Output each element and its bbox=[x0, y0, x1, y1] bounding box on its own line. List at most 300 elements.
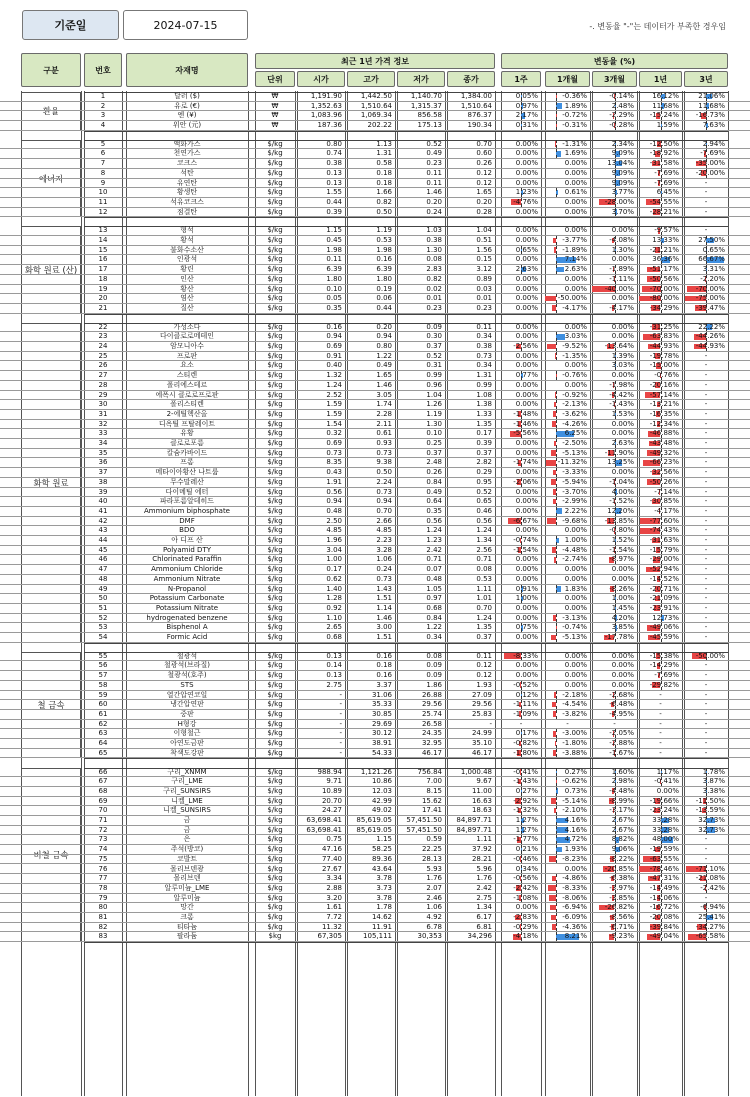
cell-no: 40 bbox=[98, 497, 108, 506]
cell-unit: $/kg bbox=[267, 168, 283, 177]
cell-open: 1.61 bbox=[326, 903, 342, 912]
cell-change-3m bbox=[592, 585, 637, 594]
change-value: 9.06% bbox=[611, 845, 634, 854]
cell-open: 2.52 bbox=[326, 390, 342, 399]
table-row[interactable] bbox=[0, 546, 750, 556]
table-row[interactable] bbox=[0, 179, 750, 189]
table-row[interactable] bbox=[0, 410, 750, 420]
cell-no: 15 bbox=[98, 245, 108, 254]
table-row[interactable] bbox=[0, 681, 750, 691]
table-row[interactable] bbox=[0, 458, 750, 468]
cell-change-3y bbox=[684, 497, 728, 506]
change-value: -31.63% bbox=[649, 536, 679, 545]
cell-change-1w bbox=[501, 111, 541, 120]
change-value: -0.41% bbox=[654, 777, 679, 786]
change-value: -39.47% bbox=[695, 303, 725, 312]
cell-change-1w bbox=[501, 236, 541, 245]
cell-high: 1.46 bbox=[376, 613, 392, 622]
cell-no: 24 bbox=[98, 342, 108, 351]
cell-change-1y bbox=[639, 865, 682, 874]
table-row[interactable] bbox=[0, 439, 750, 449]
cell-unit: $/kg bbox=[267, 439, 283, 448]
change-value: - bbox=[704, 729, 708, 738]
table-row[interactable] bbox=[0, 845, 750, 855]
cell-open: 2.65 bbox=[326, 623, 342, 632]
change-value: -1.48% bbox=[513, 409, 538, 418]
cell-change-1m bbox=[545, 458, 590, 467]
change-value: 0.73% bbox=[564, 786, 587, 795]
table-row[interactable] bbox=[0, 449, 750, 459]
change-value: -65.58% bbox=[695, 932, 725, 941]
cell-change-1m bbox=[545, 623, 590, 632]
cell-close: 0.12 bbox=[476, 671, 492, 680]
table-row[interactable] bbox=[0, 304, 750, 314]
cell-unit: $/kg bbox=[267, 777, 283, 786]
cell-high: 0.24 bbox=[376, 565, 392, 574]
cell-change-1y bbox=[639, 400, 682, 409]
change-value: 0.00% bbox=[564, 178, 587, 187]
cell-open: - bbox=[339, 709, 342, 718]
cell-change-3y bbox=[684, 342, 728, 351]
cell-change-3y bbox=[684, 932, 728, 941]
cell-change-3y bbox=[684, 458, 728, 467]
cell-open: 0.94 bbox=[326, 332, 342, 341]
cell-unit: $/kg bbox=[267, 197, 283, 206]
change-value: 0.00% bbox=[611, 255, 634, 264]
table-row[interactable] bbox=[0, 652, 750, 662]
change-value: -8.97% bbox=[609, 555, 634, 564]
cell-low: 32.95 bbox=[421, 739, 442, 748]
table-row[interactable] bbox=[0, 768, 750, 778]
change-value: -4.48% bbox=[562, 545, 587, 554]
cell-high: 0.50 bbox=[376, 207, 392, 216]
table-row[interactable] bbox=[0, 777, 750, 787]
table-row[interactable] bbox=[0, 400, 750, 410]
table-row[interactable] bbox=[0, 749, 750, 759]
cell-open: - bbox=[339, 700, 342, 709]
cell-change-1m bbox=[545, 149, 590, 158]
table-row[interactable] bbox=[0, 275, 750, 285]
cell-high: 0.80 bbox=[376, 342, 392, 351]
change-value: 0.00% bbox=[564, 671, 587, 680]
change-value: -11.32% bbox=[557, 458, 587, 467]
cell-change-1w bbox=[501, 400, 541, 409]
cell-low: 1.06 bbox=[426, 903, 442, 912]
cell-name: 착색도강판 bbox=[170, 748, 204, 757]
cell-close: 16.63 bbox=[471, 796, 492, 805]
table-row[interactable] bbox=[0, 352, 750, 362]
cell-name: Potassium Nitrate bbox=[155, 603, 219, 612]
cell-open: 1.28 bbox=[326, 594, 342, 603]
change-value: 27.50% bbox=[698, 236, 725, 245]
table-row[interactable] bbox=[0, 140, 750, 150]
table-row[interactable] bbox=[0, 102, 750, 112]
cell-change-1w bbox=[501, 188, 541, 197]
cell-low: 0.23 bbox=[426, 303, 442, 312]
change-value: 2.22% bbox=[564, 506, 587, 515]
table-row[interactable] bbox=[0, 816, 750, 826]
cell-name: 몰리브덴 bbox=[173, 874, 201, 883]
change-value: -15.38% bbox=[649, 651, 679, 660]
cell-unit: $/kg bbox=[267, 651, 283, 660]
change-value: -49.04% bbox=[649, 932, 679, 941]
cell-change-3m bbox=[592, 768, 637, 777]
change-value: -43.48% bbox=[649, 439, 679, 448]
change-value: - bbox=[704, 458, 708, 467]
table-row[interactable] bbox=[0, 826, 750, 836]
table-row[interactable] bbox=[0, 739, 750, 749]
cell-change-1w bbox=[501, 865, 541, 874]
cell-no: 11 bbox=[98, 197, 108, 206]
table-row[interactable] bbox=[0, 236, 750, 246]
table-row[interactable] bbox=[0, 361, 750, 371]
table-row[interactable] bbox=[0, 226, 750, 236]
cell-change-1w bbox=[501, 923, 541, 932]
change-value: -9.57% bbox=[654, 226, 679, 235]
table-row[interactable] bbox=[0, 913, 750, 923]
table-row[interactable] bbox=[0, 806, 750, 816]
base-date-value[interactable]: 2024-07-15 bbox=[123, 10, 248, 40]
table-row[interactable] bbox=[0, 555, 750, 565]
cell-high: 1.78 bbox=[376, 903, 392, 912]
change-value: 0.00% bbox=[515, 661, 538, 670]
cell-close: 0.52 bbox=[476, 487, 492, 496]
change-value: -1.43% bbox=[609, 400, 634, 409]
cell-change-3y bbox=[684, 710, 728, 719]
cell-change-3y bbox=[684, 594, 728, 603]
cell-change-1y bbox=[639, 565, 682, 574]
change-value: 0.00% bbox=[515, 361, 538, 370]
table-row[interactable] bbox=[0, 720, 750, 730]
cell-change-1w bbox=[501, 575, 541, 584]
change-value: 0.00% bbox=[515, 274, 538, 283]
table-row[interactable] bbox=[0, 391, 750, 401]
cell-open: 0.13 bbox=[326, 178, 342, 187]
cell-open: 0.44 bbox=[326, 197, 342, 206]
table-row[interactable] bbox=[0, 633, 750, 643]
cell-no: 43 bbox=[98, 526, 108, 535]
cell-open: 0.74 bbox=[326, 149, 342, 158]
cell-change-3y bbox=[684, 332, 728, 341]
table-row[interactable] bbox=[0, 468, 750, 478]
cell-change-1y bbox=[639, 478, 682, 487]
cell-change-3y bbox=[684, 671, 728, 680]
cell-high: 3.00 bbox=[376, 623, 392, 632]
cell-change-3m bbox=[592, 488, 637, 497]
cell-change-1m bbox=[545, 923, 590, 932]
cell-name: Ammonium Nitrate bbox=[153, 574, 221, 583]
cell-change-3m bbox=[592, 633, 637, 642]
cell-change-1y bbox=[639, 720, 682, 729]
cell-name: 구리_SUNSIRS bbox=[163, 786, 211, 795]
table-row[interactable] bbox=[0, 661, 750, 671]
change-value: -52.94% bbox=[649, 565, 679, 574]
cell-low: 0.31 bbox=[426, 361, 442, 370]
cell-open: 63,698.41 bbox=[306, 816, 342, 824]
change-value: -11.50% bbox=[695, 796, 725, 805]
cell-close: 2.56 bbox=[476, 545, 492, 554]
cell-change-3m bbox=[592, 865, 637, 874]
cell-change-1w bbox=[501, 913, 541, 922]
table-row[interactable] bbox=[0, 594, 750, 604]
cell-change-3m bbox=[592, 121, 637, 130]
table-row[interactable] bbox=[0, 691, 750, 701]
cell-change-1w bbox=[501, 835, 541, 844]
table-row[interactable] bbox=[0, 932, 750, 942]
table-row[interactable] bbox=[0, 700, 750, 710]
zero-axis bbox=[556, 371, 557, 380]
change-value: - bbox=[704, 845, 708, 854]
change-value: - bbox=[704, 893, 708, 902]
change-value: -4.18% bbox=[513, 932, 538, 941]
cell-change-3m bbox=[592, 92, 637, 101]
cell-unit: $/kg bbox=[267, 448, 283, 457]
cell-change-1w bbox=[501, 874, 541, 883]
cell-change-3y bbox=[684, 149, 728, 158]
cell-close: 0.38 bbox=[476, 342, 492, 351]
zero-axis bbox=[556, 400, 557, 409]
change-value: - bbox=[519, 719, 523, 728]
cell-change-1y bbox=[639, 835, 682, 844]
cell-low: 756.84 bbox=[417, 767, 442, 776]
change-value: -78.46% bbox=[649, 864, 679, 873]
table-row[interactable] bbox=[0, 488, 750, 498]
table-row[interactable] bbox=[0, 894, 750, 904]
cell-high: 0.61 bbox=[376, 429, 392, 438]
cell-change-3m bbox=[592, 661, 637, 670]
zero-axis bbox=[556, 585, 557, 594]
change-value: -8.06% bbox=[562, 893, 587, 902]
cell-change-3y bbox=[684, 787, 728, 796]
table-row[interactable] bbox=[0, 671, 750, 681]
table-row[interactable] bbox=[0, 149, 750, 159]
header-close: 종가 bbox=[447, 71, 495, 87]
change-value: -8.26% bbox=[609, 584, 634, 593]
table-row[interactable] bbox=[0, 188, 750, 198]
table-row[interactable] bbox=[0, 575, 750, 585]
table-row[interactable] bbox=[0, 169, 750, 179]
zero-axis bbox=[556, 797, 557, 806]
table-header bbox=[0, 53, 750, 89]
table-row[interactable] bbox=[0, 855, 750, 865]
table-row[interactable] bbox=[0, 478, 750, 488]
table-row[interactable] bbox=[0, 536, 750, 546]
cell-change-3m bbox=[592, 777, 637, 786]
table-row[interactable] bbox=[0, 835, 750, 845]
header-3y: 3년 bbox=[684, 71, 728, 87]
zero-axis bbox=[556, 884, 557, 893]
cell-change-1w bbox=[501, 226, 541, 235]
change-value: -1.11% bbox=[513, 700, 538, 709]
table-row[interactable] bbox=[0, 371, 750, 381]
cell-open: 0.94 bbox=[326, 497, 342, 506]
table-row[interactable] bbox=[0, 497, 750, 507]
cell-name: 망간 bbox=[180, 903, 194, 912]
table-row[interactable] bbox=[0, 604, 750, 614]
table-row[interactable] bbox=[0, 323, 750, 333]
zero-axis bbox=[556, 149, 557, 158]
cell-change-3y bbox=[684, 111, 728, 120]
cell-change-1w bbox=[501, 169, 541, 178]
zero-axis bbox=[556, 835, 557, 844]
cell-open: 0.16 bbox=[326, 322, 342, 331]
table-row[interactable] bbox=[0, 420, 750, 430]
cell-high: 29.69 bbox=[371, 719, 392, 728]
cell-change-1w bbox=[501, 121, 541, 130]
cell-change-1m bbox=[545, 565, 590, 574]
table-row[interactable] bbox=[0, 710, 750, 720]
cell-change-3m bbox=[592, 932, 637, 941]
cell-low: 0.08 bbox=[426, 255, 442, 264]
section-6 bbox=[0, 768, 750, 943]
cell-name: Potassium Carbonate bbox=[149, 594, 225, 603]
cell-change-1w bbox=[501, 361, 541, 370]
table-row[interactable] bbox=[0, 265, 750, 275]
cell-change-3y bbox=[684, 255, 728, 264]
cell-change-3m bbox=[592, 536, 637, 545]
cell-change-3y bbox=[684, 198, 728, 207]
table-row[interactable] bbox=[0, 787, 750, 797]
cell-low: 175.13 bbox=[417, 121, 442, 130]
change-value: -70.00% bbox=[649, 284, 679, 293]
change-value: 0.00% bbox=[515, 565, 538, 574]
cell-change-1m bbox=[545, 700, 590, 709]
cell-name: 은 bbox=[183, 835, 191, 844]
table-row[interactable] bbox=[0, 923, 750, 933]
table-row[interactable] bbox=[0, 865, 750, 875]
table-row[interactable] bbox=[0, 381, 750, 391]
cell-no: 17 bbox=[98, 265, 108, 274]
cell-no: 77 bbox=[98, 874, 108, 883]
table-row[interactable] bbox=[0, 623, 750, 633]
zero-axis bbox=[556, 391, 557, 400]
change-value: 13.25% bbox=[607, 458, 634, 467]
cell-change-3y bbox=[684, 429, 728, 438]
change-value: 3.03% bbox=[564, 332, 587, 341]
cell-change-1y bbox=[639, 874, 682, 883]
cell-no: 4 bbox=[100, 121, 106, 130]
table-row[interactable] bbox=[0, 729, 750, 739]
cell-open: - bbox=[339, 748, 342, 757]
cell-high: 3.78 bbox=[376, 893, 392, 902]
cell-change-1m bbox=[545, 246, 590, 255]
change-value: -57.14% bbox=[649, 390, 679, 399]
change-value: 0.12% bbox=[515, 690, 538, 699]
table-row[interactable] bbox=[0, 507, 750, 517]
cell-change-3m bbox=[592, 400, 637, 409]
table-row[interactable] bbox=[0, 208, 750, 218]
table-row[interactable] bbox=[0, 797, 750, 807]
table-row[interactable] bbox=[0, 121, 750, 131]
table-row[interactable] bbox=[0, 565, 750, 575]
change-value: 0.00% bbox=[515, 207, 538, 216]
table-row[interactable] bbox=[0, 884, 750, 894]
cell-change-3m bbox=[592, 285, 637, 294]
cell-change-1w bbox=[501, 932, 541, 941]
change-value: 0.00% bbox=[611, 332, 634, 341]
table-row[interactable] bbox=[0, 111, 750, 121]
cell-change-1m bbox=[545, 140, 590, 149]
change-value: -35.00% bbox=[695, 159, 725, 168]
cell-unit: $/kg bbox=[267, 361, 283, 370]
change-value: -50.00% bbox=[557, 294, 587, 303]
table-row[interactable] bbox=[0, 332, 750, 342]
zero-axis bbox=[556, 845, 557, 854]
change-value: -20.85% bbox=[604, 864, 634, 873]
change-value: -0.41% bbox=[513, 767, 538, 776]
cell-high: 58.25 bbox=[371, 845, 392, 854]
change-value: 0.00% bbox=[611, 294, 634, 303]
cell-no: 53 bbox=[98, 623, 108, 632]
cell-no: 79 bbox=[98, 893, 108, 902]
cell-change-1m bbox=[545, 342, 590, 351]
cell-name: 불화수소산 bbox=[170, 245, 204, 254]
table-row[interactable] bbox=[0, 517, 750, 527]
table-row[interactable] bbox=[0, 159, 750, 169]
cell-change-1m bbox=[545, 633, 590, 642]
table-row[interactable] bbox=[0, 429, 750, 439]
change-value: -50.26% bbox=[649, 477, 679, 486]
table-row[interactable] bbox=[0, 585, 750, 595]
zero-axis bbox=[556, 236, 557, 245]
cell-change-3y bbox=[684, 517, 728, 526]
table-row[interactable] bbox=[0, 342, 750, 352]
table-row[interactable] bbox=[0, 255, 750, 265]
table-row[interactable] bbox=[0, 198, 750, 208]
cell-close: 1.33 bbox=[476, 409, 492, 418]
cell-change-3m bbox=[592, 623, 637, 632]
zero-axis bbox=[556, 932, 557, 941]
cell-no: 26 bbox=[98, 361, 108, 370]
cell-close: 0.71 bbox=[476, 555, 492, 564]
table-row[interactable] bbox=[0, 903, 750, 913]
change-value: -4.86% bbox=[562, 874, 587, 883]
zero-axis bbox=[556, 265, 557, 274]
cell-name: 황린 bbox=[180, 265, 194, 274]
change-value: -1.52% bbox=[609, 497, 634, 506]
table-row[interactable] bbox=[0, 92, 750, 102]
cell-change-1m bbox=[545, 710, 590, 719]
table-row[interactable] bbox=[0, 526, 750, 536]
cell-high: 2.66 bbox=[376, 516, 392, 525]
cell-low: 0.02 bbox=[426, 284, 442, 293]
table-row[interactable] bbox=[0, 246, 750, 256]
cell-close: 18.63 bbox=[471, 806, 492, 815]
cell-open: 0.80 bbox=[326, 139, 342, 148]
table-row[interactable] bbox=[0, 294, 750, 304]
change-value: -0.52% bbox=[513, 680, 538, 689]
table-row[interactable] bbox=[0, 614, 750, 624]
cell-change-1m bbox=[545, 614, 590, 623]
cell-change-3m bbox=[592, 749, 637, 758]
zero-axis bbox=[556, 691, 557, 700]
table-row[interactable] bbox=[0, 285, 750, 295]
table-row[interactable] bbox=[0, 874, 750, 884]
cell-change-1y bbox=[639, 710, 682, 719]
cell-change-3m bbox=[592, 923, 637, 932]
change-value: - bbox=[704, 188, 708, 197]
cell-no: 78 bbox=[98, 883, 108, 892]
change-value: -3.70% bbox=[562, 487, 587, 496]
change-value: 0.00% bbox=[564, 661, 587, 670]
cell-change-1y bbox=[639, 159, 682, 168]
cell-unit: $/kg bbox=[267, 874, 283, 883]
cell-change-3y bbox=[684, 816, 728, 825]
cell-change-3m bbox=[592, 188, 637, 197]
header-low: 저가 bbox=[397, 71, 445, 87]
cell-open: 1,083.96 bbox=[310, 111, 342, 120]
change-value: -0.29% bbox=[513, 922, 538, 931]
